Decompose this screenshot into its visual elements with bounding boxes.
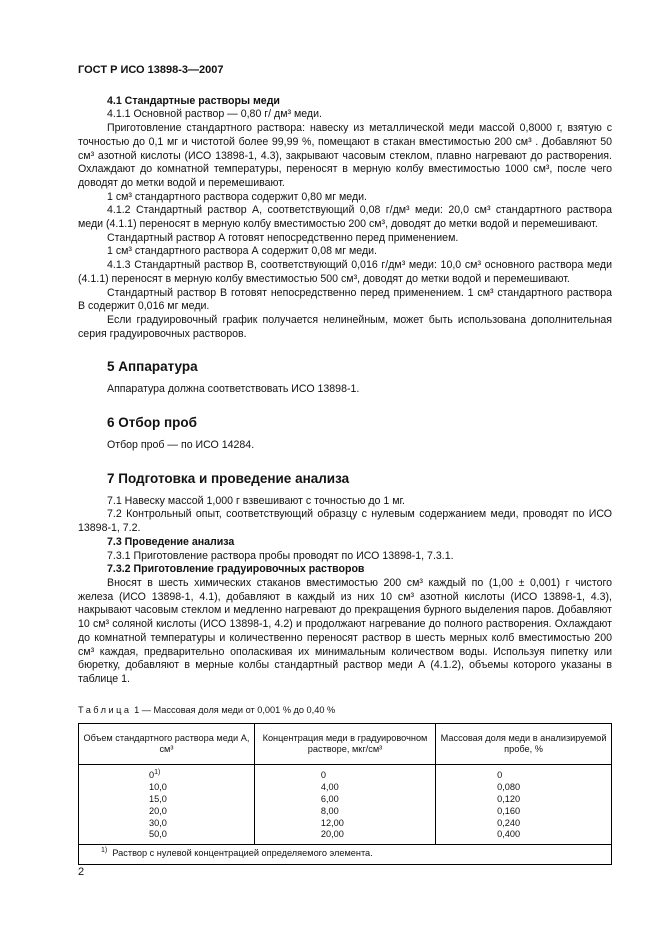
section-7-3-heading: 7.3 Проведение анализа (107, 535, 235, 548)
paragraph: 1 см³ стандартного раствора А содержит 0,08 мг меди. (107, 245, 377, 258)
paragraph: Стандартный раствор А готовят непосредственно перед применением. (107, 231, 459, 244)
document-header: ГОСТ Р ИСО 13898-3—2007 (78, 64, 224, 76)
table-cell: 15,0 (149, 793, 167, 804)
table-header-row (79, 724, 612, 765)
table-caption: Таблица 1 — Массовая доля меди от 0,001 % до 0,40 % (78, 704, 336, 715)
table-cell: 50,0 (149, 829, 167, 840)
table-cell: 0,160 (497, 805, 521, 816)
table-footnote-row (79, 845, 612, 865)
paragraph: 7.1 Навеску массой 1,000 г взвешивают с точностью до 1 мг. (107, 494, 405, 507)
table-cell: 30,0 (149, 817, 167, 828)
table-cell: 4,00 (320, 782, 339, 793)
table-cell: 20,00 (320, 829, 344, 840)
concentration-column (254, 765, 435, 845)
table-data-row (79, 765, 612, 845)
table-cell: 20,0 (149, 805, 167, 816)
paragraph: 1 см³ стандартного раствора содержит 0,80 мг меди. (107, 190, 367, 203)
table-cell: 0$^{1)}$ (149, 769, 161, 781)
paragraph: Отбор проб — по ИСО 14284. (107, 439, 255, 452)
page-number: 2 (78, 866, 85, 878)
table-cell: 0 (320, 770, 326, 781)
table-cell: 10,0 (149, 782, 167, 793)
table-cell: 0 (497, 770, 503, 781)
section-7-heading: 7 Подготовка и проведение анализа (107, 470, 350, 486)
paragraph: Аппаратура должна соответствовать ИСО 13898-1. (107, 383, 360, 396)
section-4-1-heading: 4.1 Стандартные растворы меди (107, 94, 280, 107)
table-cell: 8,00 (320, 805, 339, 816)
paragraph: 4.1.1 Основной раствор — 0,80 г/ дм³ меди. (107, 108, 322, 121)
paragraph: Вносят в шесть химических стаканов вместимостью 200 см³ каждый по (1,00 ± 0,001) г чистого железа (ИСО 13898-1, 4.1), добавляют в каждый из них 10 см³ азотной кислоты (ИСО 13898-1, 4.3), накрывают часовым стеклом и медленно нагревают до прекращения бурного выделения паров. Добавляют 10 см³ соляной кислоты (ИСО 13898-1, 4.2) и продолжают нагревание до полного растворения. Охлаждают до комнатной температуры и количественно переносят раствор в шесть мерных колб вместимостью 200 см³ каждая, предварительно ополаскивая их минимальным количеством воды. Используя пипетку или бюретку, добавляют в мерные колбы стандартный раствор меди А (4.1.2), объемы которого указаны в таблице 1. (78, 576, 612, 685)
paragraph: 4.1.2 Стандартный раствор А, соответствующий 0,08 г/дм³ меди: 20,0 см³ стандартного раствора меди (4.1.1) переносят в мерную колбу вместимостью 200 см³, доводят до метки водой и перемешивают. (78, 204, 612, 231)
mass-fraction-column (436, 765, 612, 845)
section-6-heading: 6 Отбор проб (107, 415, 197, 431)
paragraph: 4.1.3 Стандартный раствор B, соответствующий 0,016 г/дм³ меди: 10,0 см³ основного раствора меди (4.1.1) переносят в мерную колбу вместимостью 500 см³, доводят до метки водой и перемешивают. (78, 259, 612, 285)
paragraph: 7.2 Контрольный опыт, соответствующий образцу с нулевым содержанием меди, проводят по ИСО 13898-1, 7.2. (78, 508, 612, 535)
paragraph: Если градуировочный график получается нелинейным, может быть использована дополнительная серия градуировочных растворов. (78, 313, 612, 340)
calibration-table (78, 723, 612, 865)
volume-column (79, 765, 255, 845)
table-cell: 0,120 (497, 793, 521, 804)
column-header: Объем стандартного раствора меди А, см³ (79, 724, 255, 765)
column-header: Концентрация меди в градуировочном растворе, мкг/см³ (254, 724, 435, 765)
table-cell: 12,00 (320, 817, 344, 828)
paragraph: Стандартный раствор B готовят непосредственно перед применением. 1 см³ стандартного раствора B содержит 0,016 мг меди. (78, 286, 612, 313)
paragraph: Приготовление стандартного раствора: навеску из металлической меди массой 0,8000 г, взятую с точностью до 0,1 мг и чистотой более 99,99 %, помещают в стакан вместимостью 200 см³ . Добавляют 50 см³ азотной кислоты (ИСО 13898-1, 4.3), закрывают часовым стеклом, плавно нагревают до растворения. Охлаждают до комнатной температуры, переносят в мерную колбу вместимостью 1000 см³, после чего доводят до метки водой и перемешивают. (78, 122, 612, 189)
table-cell: 0,240 (497, 817, 521, 828)
section-7-3-2-heading: 7.3.2 Приготовление градуировочных растворов (107, 563, 365, 576)
table-cell: 0,400 (497, 829, 521, 840)
table-cell: 0,080 (497, 782, 521, 793)
table-footnote: $^{1)}$ Раствор с нулевой концентрацией определяемого элемента. (79, 845, 612, 865)
column-header: Массовая доля меди в анализируемой пробе, % (436, 724, 612, 765)
document-page (78, 64, 612, 865)
section-5-heading: 5 Аппаратура (107, 359, 198, 375)
table-cell: 6,00 (320, 793, 339, 804)
paragraph: 7.3.1 Приготовление раствора пробы проводят по ИСО 13898-1, 7.3.1. (107, 549, 454, 562)
